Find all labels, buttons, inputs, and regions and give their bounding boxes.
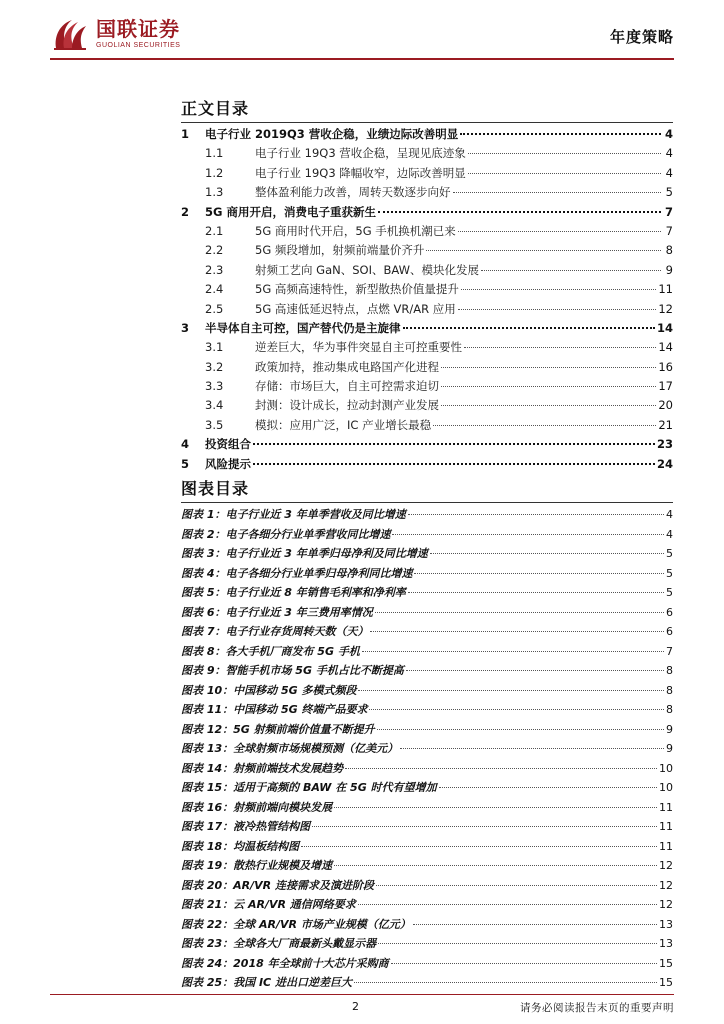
- toc-entry-page: 14: [656, 320, 673, 335]
- toc-entry-page: 21: [658, 417, 673, 432]
- figure-entry-page: 9: [666, 722, 673, 736]
- toc-entry[interactable]: [181, 397, 673, 416]
- toc-entry[interactable]: [181, 165, 673, 184]
- figure-entry-page: 13: [659, 937, 673, 950]
- toc-entry-title: 投资组合: [205, 437, 251, 452]
- figure-entry[interactable]: [181, 818, 673, 838]
- figure-entry-page: 8: [666, 683, 673, 697]
- figure-entry-page: 5: [666, 566, 673, 580]
- toc-entry-title: 5G 商用开启，消费电子重获新生: [205, 204, 376, 219]
- toc-dot-leader: [458, 309, 657, 310]
- figure-dot-leader: [391, 963, 657, 964]
- figures-title-divider: [181, 502, 673, 503]
- figure-entry-title: 图表 24：2018 年全球前十大芯片采购商: [181, 956, 389, 970]
- figure-entry-page: 7: [666, 644, 673, 658]
- toc-entry[interactable]: [181, 262, 673, 281]
- figure-entry[interactable]: [181, 740, 673, 760]
- figure-entry-title: 图表 13：全球射频市场规模预测（亿美元）: [181, 742, 399, 755]
- figure-entry-page: 11: [659, 800, 673, 814]
- toc-entry-page: 4: [665, 165, 673, 180]
- toc-dot-leader: [253, 443, 655, 445]
- toc-entry-title: 5G 频段增加，射频前端量价齐升: [255, 243, 425, 258]
- figure-entry-title: 图表 7：电子行业存货周转天数（天）: [181, 625, 369, 638]
- figure-entry[interactable]: [181, 682, 673, 702]
- toc-entry-page: 17: [658, 379, 673, 394]
- toc-entry-page: 23: [656, 437, 673, 452]
- toc-entry[interactable]: [181, 320, 673, 339]
- figure-dot-leader: [375, 612, 664, 613]
- toc-entry-title: 射频工艺向 GaN、SOI、BAW、模块化发展: [255, 262, 479, 277]
- figure-entry-page: 10: [659, 781, 673, 794]
- toc-entry-number: 2.1: [205, 223, 224, 238]
- figure-entry-title: 图表 8：各大手机厂商发布 5G 手机: [181, 644, 360, 658]
- toc-entry[interactable]: [181, 359, 673, 378]
- toc-dot-leader: [433, 425, 656, 426]
- figure-entry-title: 图表 25：我国 IC 进出口逆差巨大: [181, 976, 352, 989]
- toc-entry-title: 模拟：应用广泛，IC 产业增长最稳: [255, 417, 432, 432]
- toc-entry-title: 5G 商用时代开启，5G 手机换机潮已来: [255, 223, 456, 238]
- toc-entry-number: 1: [181, 127, 190, 141]
- toc-entry-page: 20: [658, 398, 673, 413]
- toc-dot-leader: [468, 153, 661, 154]
- toc-dot-leader: [378, 211, 661, 213]
- toc-entry-page: 8: [665, 243, 673, 258]
- toc-entry[interactable]: [181, 126, 673, 145]
- figure-entry-title: 图表 4：电子各细分行业单季归母净利同比增速: [181, 566, 413, 580]
- figure-dot-leader: [362, 651, 664, 652]
- figure-entry-title: 图表 18：均温板结构图: [181, 839, 300, 853]
- figure-entry-title: 图表 1：电子行业近 3 年单季营收及同比增速: [181, 508, 406, 521]
- toc-entry-page: 24: [656, 456, 673, 471]
- toc-entry[interactable]: [181, 417, 673, 436]
- figure-entry-title: 图表 16：射频前端向模块发展: [181, 800, 333, 814]
- toc-entry-number: 1.2: [205, 165, 224, 180]
- figure-entry[interactable]: [181, 721, 673, 741]
- logo-english-name: GUOLIAN SECURITIES: [96, 42, 181, 49]
- toc-entry-title: 半导体自主可控，国产替代仍是主旋律: [205, 320, 401, 335]
- figure-dot-leader: [376, 885, 657, 886]
- figure-entry[interactable]: [181, 584, 673, 604]
- figure-entry-title: 图表 17：液冷热管结构图: [181, 820, 311, 833]
- toc-entry-page: 16: [658, 359, 673, 374]
- figure-entry[interactable]: [181, 974, 673, 994]
- figure-dot-leader: [358, 690, 664, 691]
- report-type: 年度策略: [609, 28, 674, 46]
- toc-entry-page: 9: [665, 262, 673, 277]
- figure-entry[interactable]: [181, 506, 673, 526]
- toc-entry-number: 2.2: [205, 243, 224, 258]
- footer-disclaimer: 请务必阅读报告末页的重要声明: [520, 1002, 674, 1014]
- figure-entry-page: 11: [659, 839, 673, 853]
- figure-dot-leader: [430, 553, 664, 554]
- header-divider: [50, 58, 674, 60]
- toc-entry[interactable]: [181, 301, 673, 320]
- figure-dot-leader: [439, 787, 657, 788]
- figure-dot-leader: [358, 904, 657, 905]
- page-number: 2: [352, 1000, 359, 1013]
- toc-entry-title: 风险提示: [205, 456, 251, 471]
- toc-dot-leader: [461, 289, 656, 290]
- figure-dot-leader: [312, 826, 657, 827]
- figure-entry[interactable]: [181, 526, 673, 546]
- toc-entry-number: 2.4: [205, 282, 224, 297]
- logo-chinese-name: 国联证券: [96, 17, 180, 41]
- figure-entry-page: 9: [666, 742, 673, 755]
- toc-entry-number: 3.2: [205, 359, 224, 374]
- figure-entry-title: 图表 15：适用于高频的 BAW 在 5G 时代有望增加: [181, 781, 437, 794]
- toc-entry-title: 整体盈利能力改善，周转天数逐步向好: [255, 185, 451, 200]
- figure-dot-leader: [408, 592, 664, 593]
- toc-entry-title: 电子行业 2019Q3 营收企稳，业绩边际改善明显: [205, 127, 459, 141]
- figure-dot-leader: [369, 709, 664, 710]
- figure-entry-page: 11: [659, 820, 673, 833]
- figure-list: [181, 506, 673, 994]
- figure-entry[interactable]: [181, 935, 673, 955]
- toc-entry-page: 4: [664, 127, 673, 141]
- figure-entry-page: 6: [666, 605, 673, 619]
- figure-entry-title: 图表 14：射频前端技术发展趋势: [181, 761, 344, 775]
- toc-entry-title: 存储：市场巨大，自主可控需求迫切: [255, 379, 439, 394]
- figure-dot-leader: [345, 768, 657, 769]
- figure-entry[interactable]: [181, 565, 673, 585]
- toc-entry-number: 3: [181, 320, 190, 335]
- figure-dot-leader: [370, 631, 664, 632]
- figure-entry[interactable]: [181, 623, 673, 643]
- toc-dot-leader: [441, 386, 656, 387]
- toc-dot-leader: [458, 231, 661, 232]
- toc-entry-number: 2.3: [205, 262, 224, 277]
- figure-entry-page: 4: [666, 508, 673, 521]
- figure-entry-page: 10: [659, 761, 673, 775]
- figure-entry-title: 图表 20：AR/VR 连接需求及演进阶段: [181, 878, 374, 892]
- figure-entry[interactable]: [181, 877, 673, 897]
- figure-dot-leader: [414, 573, 664, 574]
- toc-entry[interactable]: [181, 339, 673, 358]
- toc-entry-page: 12: [658, 301, 673, 316]
- toc-entry-number: 3.3: [205, 379, 224, 394]
- toc-entry[interactable]: [181, 184, 673, 203]
- toc-title: 正文目录: [181, 99, 250, 118]
- toc-dot-leader: [426, 250, 661, 251]
- toc-entry-page: 4: [665, 146, 673, 161]
- toc-dot-leader: [441, 367, 656, 368]
- figure-dot-leader: [377, 729, 664, 730]
- figure-entry-page: 8: [666, 703, 673, 716]
- figure-entry[interactable]: [181, 857, 673, 877]
- guolian-logo-icon: [52, 16, 90, 52]
- toc-entry-title: 逆差巨大，华为事件突显自主可控重要性: [255, 340, 462, 355]
- guolian-logo: [52, 14, 180, 54]
- figure-dot-leader: [334, 865, 657, 866]
- page-header: [0, 0, 724, 60]
- toc-entry-number: 1.3: [205, 185, 224, 200]
- toc-entry[interactable]: [181, 145, 673, 164]
- toc-entry-number: 1.1: [205, 146, 224, 161]
- figure-dot-leader: [392, 534, 664, 535]
- toc-dot-leader: [464, 347, 656, 348]
- toc-entry[interactable]: [181, 204, 673, 223]
- figure-entry-title: 图表 5：电子行业近 8 年销售毛利率和净利率: [181, 586, 406, 599]
- toc-entry-number: 4: [181, 437, 190, 452]
- toc-entry-number: 2: [181, 204, 190, 219]
- toc-entry-title: 封测：设计成长，拉动封测产业发展: [255, 398, 439, 413]
- figure-entry[interactable]: [181, 701, 673, 721]
- figure-entry-title: 图表 11：中国移动 5G 终端产品要求: [181, 703, 368, 716]
- figure-entry-page: 5: [666, 547, 673, 560]
- toc-entry-page: 7: [665, 223, 673, 238]
- figure-entry-title: 图表 19：散热行业规模及增速: [181, 859, 333, 872]
- figure-entry[interactable]: [181, 916, 673, 936]
- toc-entry[interactable]: [181, 223, 673, 242]
- toc-dot-leader: [441, 405, 656, 406]
- figure-entry-page: 5: [666, 586, 673, 599]
- figure-entry-page: 8: [666, 664, 673, 677]
- figure-entry-title: 图表 6：电子行业近 3 年三费用率情况: [181, 605, 373, 619]
- figure-entry-title: 图表 3：电子行业近 3 年单季归母净利及同比增速: [181, 547, 428, 560]
- toc-entry[interactable]: [181, 242, 673, 261]
- figures-title: 图表目录: [181, 479, 250, 498]
- toc-dot-leader: [468, 173, 661, 174]
- footer-divider: [50, 994, 674, 995]
- toc-entry-title: 政策加持，推动集成电路国产化进程: [255, 359, 439, 374]
- toc-dot-leader: [481, 270, 661, 271]
- figure-dot-leader: [413, 924, 657, 925]
- toc-entry-number: 3.5: [205, 417, 224, 432]
- figure-entry[interactable]: [181, 779, 673, 799]
- figure-entry-page: 12: [659, 859, 673, 872]
- figure-entry-title: 图表 12：5G 射频前端价值量不断提升: [181, 722, 375, 736]
- figure-entry[interactable]: [181, 545, 673, 565]
- figure-dot-leader: [408, 514, 664, 515]
- figure-entry-page: 12: [659, 898, 673, 911]
- figure-entry-page: 6: [666, 625, 673, 638]
- table-of-contents: [181, 126, 673, 475]
- toc-dot-leader: [460, 133, 661, 135]
- figure-entry-page: 15: [659, 956, 673, 970]
- toc-entry[interactable]: [181, 378, 673, 397]
- figure-entry-title: 图表 21：云 AR/VR 通信网络要求: [181, 898, 356, 911]
- figure-entry-page: 15: [659, 976, 673, 989]
- toc-entry-number: 3.1: [205, 340, 224, 355]
- toc-entry-title: 电子行业 19Q3 营收企稳，呈现见底迹象: [255, 146, 466, 161]
- figure-entry-page: 4: [666, 527, 673, 541]
- figure-entry[interactable]: [181, 760, 673, 780]
- toc-entry-title: 电子行业 19Q3 降幅收窄，边际改善明显: [255, 165, 466, 180]
- toc-dot-leader: [403, 327, 655, 329]
- toc-entry[interactable]: [181, 456, 673, 475]
- toc-entry-number: 3.4: [205, 398, 224, 413]
- figure-entry-title: 图表 9：智能手机市场 5G 手机占比不断提高: [181, 664, 404, 677]
- figure-entry[interactable]: [181, 955, 673, 975]
- figure-entry-title: 图表 2：电子各细分行业单季营收同比增速: [181, 527, 391, 541]
- toc-title-divider: [181, 122, 673, 123]
- figure-entry-title: 图表 23：全球各大厂商最新头戴显示器: [181, 937, 377, 950]
- figure-dot-leader: [301, 846, 657, 847]
- toc-entry-number: 2.5: [205, 301, 224, 316]
- toc-entry-title: 5G 高频高速特性，新型散热价值量提升: [255, 282, 459, 297]
- figure-entry[interactable]: [181, 604, 673, 624]
- figure-entry[interactable]: [181, 799, 673, 819]
- figure-entry-title: 图表 22：全球 AR/VR 市场产业规模（亿元）: [181, 917, 411, 931]
- toc-dot-leader: [253, 463, 655, 465]
- toc-entry-page: 14: [658, 340, 673, 355]
- toc-entry[interactable]: [181, 281, 673, 300]
- figure-entry-title: 图表 10：中国移动 5G 多模式频段: [181, 683, 357, 697]
- figure-dot-leader: [354, 982, 657, 983]
- toc-entry-number: 5: [181, 456, 190, 471]
- figure-dot-leader: [400, 748, 664, 749]
- toc-entry-page: 7: [664, 204, 673, 219]
- figure-dot-leader: [378, 943, 657, 944]
- figure-entry-page: 13: [659, 917, 673, 931]
- toc-entry[interactable]: [181, 436, 673, 455]
- toc-dot-leader: [453, 192, 662, 193]
- toc-entry-title: 5G 高速低延迟特点，点燃 VR/AR 应用: [255, 301, 456, 316]
- figure-entry[interactable]: [181, 643, 673, 663]
- figure-dot-leader: [334, 807, 657, 808]
- figure-entry[interactable]: [181, 896, 673, 916]
- toc-entry-page: 5: [665, 185, 673, 200]
- figure-dot-leader: [406, 670, 664, 671]
- figure-entry[interactable]: [181, 838, 673, 858]
- figure-entry[interactable]: [181, 662, 673, 682]
- figure-entry-page: 12: [659, 878, 673, 892]
- toc-entry-page: 11: [658, 282, 673, 297]
